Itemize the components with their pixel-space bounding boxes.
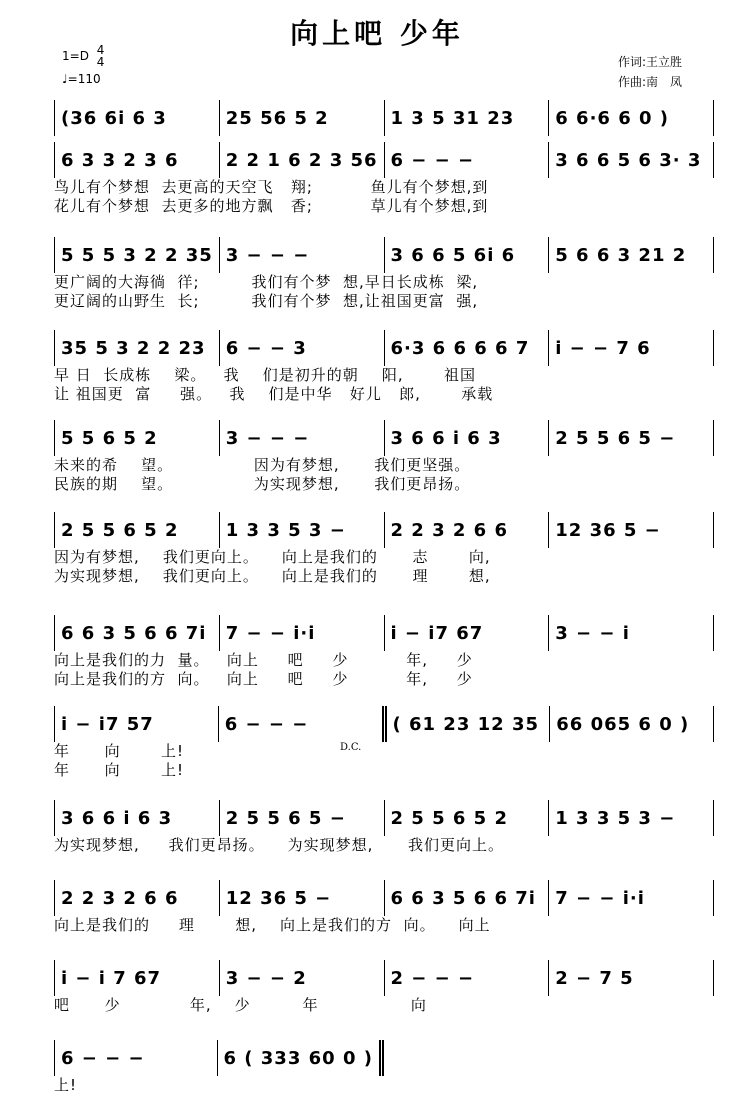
measure: 2 5 5 6 5 2 bbox=[385, 800, 550, 836]
measure: i − i 7 67 bbox=[54, 960, 220, 996]
measure: 3 − − − bbox=[220, 237, 385, 273]
notation-row bbox=[54, 330, 714, 366]
measure: 6 − − − bbox=[219, 706, 387, 742]
time-signature bbox=[97, 44, 105, 68]
measure: 2 − − − bbox=[385, 960, 550, 996]
score-system bbox=[54, 142, 714, 216]
measure: 6 6·6 6 0 ) bbox=[549, 100, 714, 136]
measure: 7 − − i·i bbox=[549, 880, 714, 916]
score-system bbox=[54, 800, 714, 855]
lyric-line: 上! bbox=[54, 1076, 78, 1094]
lyric-line: 民族的期 望。 为实现梦想, 我们更昂扬。 bbox=[54, 475, 471, 493]
key-signature: 1=D bbox=[62, 48, 89, 63]
lyricist-credit: 作词:王立胜 bbox=[618, 55, 683, 69]
score-system bbox=[54, 237, 714, 311]
measure: 3 6 6 i 6 3 bbox=[385, 420, 550, 456]
measure: 2 2 3 2 6 6 bbox=[385, 512, 550, 548]
measure: 1 3 5 31 23 bbox=[385, 100, 550, 136]
notation-row bbox=[54, 142, 714, 178]
measure: 6 − − 3 bbox=[220, 330, 385, 366]
lyric-line: 为实现梦想, 我们更昂扬。 为实现梦想, 我们更向上。 bbox=[54, 836, 505, 854]
lyric-line: 年 向 上! bbox=[54, 761, 184, 779]
lyric-line: 鸟儿有个梦想 去更高的天空飞 翔; 鱼儿有个梦想,到 bbox=[54, 178, 489, 196]
lyric-line: 向上是我们的方 向。 向上 吧 少 年, 少 bbox=[54, 670, 473, 688]
measure: 3 6 6 i 6 3 bbox=[54, 800, 220, 836]
notation-row bbox=[54, 1040, 384, 1076]
measure: i − i7 57 bbox=[54, 706, 219, 742]
lyric-line: 年 向 上! bbox=[54, 742, 184, 760]
score-system bbox=[54, 420, 714, 494]
measure: 12 36 5 − bbox=[220, 880, 385, 916]
score-system bbox=[54, 880, 714, 935]
composer-credit: 作曲:南 凤 bbox=[618, 75, 683, 89]
lyric-line: 早 日 长成栋 梁。 我 们是初升的朝 阳, 祖国 bbox=[54, 366, 476, 384]
score-system bbox=[54, 1040, 384, 1095]
measure: 3 − − − bbox=[220, 420, 385, 456]
notation-row bbox=[54, 800, 714, 836]
measure: 2 5 5 6 5 2 bbox=[54, 512, 220, 548]
measure: 12 36 5 − bbox=[549, 512, 714, 548]
measure: 5 6 6 3 21 2 bbox=[549, 237, 714, 273]
notation-row bbox=[54, 100, 714, 136]
time-numerator: 4 bbox=[96, 43, 105, 57]
notation-row bbox=[54, 880, 714, 916]
score-system bbox=[54, 100, 714, 136]
measure: i − i7 67 bbox=[385, 615, 550, 651]
lyric-line: 让 祖国更 富 强。 我 们是中华 好儿 郎, 承载 bbox=[54, 385, 494, 403]
notation-row bbox=[54, 960, 714, 996]
measure: 6 3 3 2 3 6 bbox=[54, 142, 220, 178]
score-header-right bbox=[618, 52, 682, 92]
measure: 3 6 6 5 6 3· 3 bbox=[549, 142, 714, 178]
measure: 1 3 3 5 3 − bbox=[220, 512, 385, 548]
measure: 3 − − 2 bbox=[220, 960, 385, 996]
lyric-line: 未来的希 望。 因为有梦想, 我们更坚强。 bbox=[54, 456, 471, 474]
measure: 5 5 5 3 2 2 35 bbox=[54, 237, 220, 273]
lyric-line: 向上是我们的力 量。 向上 吧 少 年, 少 bbox=[54, 651, 473, 669]
notation-row bbox=[54, 237, 714, 273]
measure: 6 − − − bbox=[385, 142, 550, 178]
lyric-line: 花儿有个梦想 去更多的地方飘 香; 草儿有个梦想,到 bbox=[54, 197, 489, 215]
song-title: 向上吧 少年 bbox=[290, 17, 464, 50]
measure: ( 61 23 12 35 bbox=[387, 706, 551, 742]
lyric-line: 向上是我们的 理 想, 向上是我们的方 向。 向上 bbox=[54, 916, 491, 934]
score-system bbox=[54, 330, 714, 404]
lyric-line: 吧 少 年, 少 年 向 bbox=[54, 996, 427, 1014]
measure: 7 − − i·i bbox=[220, 615, 385, 651]
score-system bbox=[54, 615, 714, 689]
lyric-line: 更广阔的大海徜 徉; 我们有个梦 想,早日长成栋 梁, bbox=[54, 273, 479, 291]
measure: i − − 7 6 bbox=[549, 330, 714, 366]
measure: (36 6i 6 3 bbox=[54, 100, 220, 136]
score-system bbox=[54, 512, 714, 586]
measure: 2 − 7 5 bbox=[549, 960, 714, 996]
measure: 3 6 6 5 6i 6 bbox=[385, 237, 550, 273]
tempo-marking: ♩=110 bbox=[62, 72, 101, 86]
notation-row bbox=[54, 706, 714, 742]
da-capo-marking: D.C. bbox=[340, 742, 362, 753]
lyric-line: 因为有梦想, 我们更向上。 向上是我们的 志 向, bbox=[54, 548, 491, 566]
measure: 6 ( 333 60 0 ) bbox=[218, 1040, 385, 1076]
measure: 35 5 3 2 2 23 bbox=[54, 330, 220, 366]
time-denominator: 4 bbox=[96, 55, 105, 69]
measure: 2 2 3 2 6 6 bbox=[54, 880, 220, 916]
lyric-line: 为实现梦想, 我们更向上。 向上是我们的 理 想, bbox=[54, 567, 491, 585]
score-system bbox=[54, 960, 714, 1015]
score-system bbox=[54, 706, 714, 780]
notation-row bbox=[54, 420, 714, 456]
measure: 3 − − i bbox=[549, 615, 714, 651]
measure: 6·3 6 6 6 6 7 bbox=[385, 330, 550, 366]
measure: 6 6 3 5 6 6 7i bbox=[385, 880, 550, 916]
measure: 5 5 6 5 2 bbox=[54, 420, 220, 456]
measure: 2 5 5 6 5 − bbox=[549, 420, 714, 456]
measure: 2 2 1 6 2 3 56 bbox=[220, 142, 385, 178]
measure: 6 − − − bbox=[54, 1040, 218, 1076]
measure: 6 6 3 5 6 6 7i bbox=[54, 615, 220, 651]
notation-row bbox=[54, 615, 714, 651]
measure: 2 5 5 6 5 − bbox=[220, 800, 385, 836]
notation-row bbox=[54, 512, 714, 548]
measure: 66 065 6 0 ) bbox=[550, 706, 714, 742]
measure: 25 56 5 2 bbox=[220, 100, 385, 136]
lyric-line: 更辽阔的山野生 长; 我们有个梦 想,让祖国更富 强, bbox=[54, 292, 479, 310]
measure: 1 3 3 5 3 − bbox=[549, 800, 714, 836]
score-header-left bbox=[62, 44, 104, 86]
